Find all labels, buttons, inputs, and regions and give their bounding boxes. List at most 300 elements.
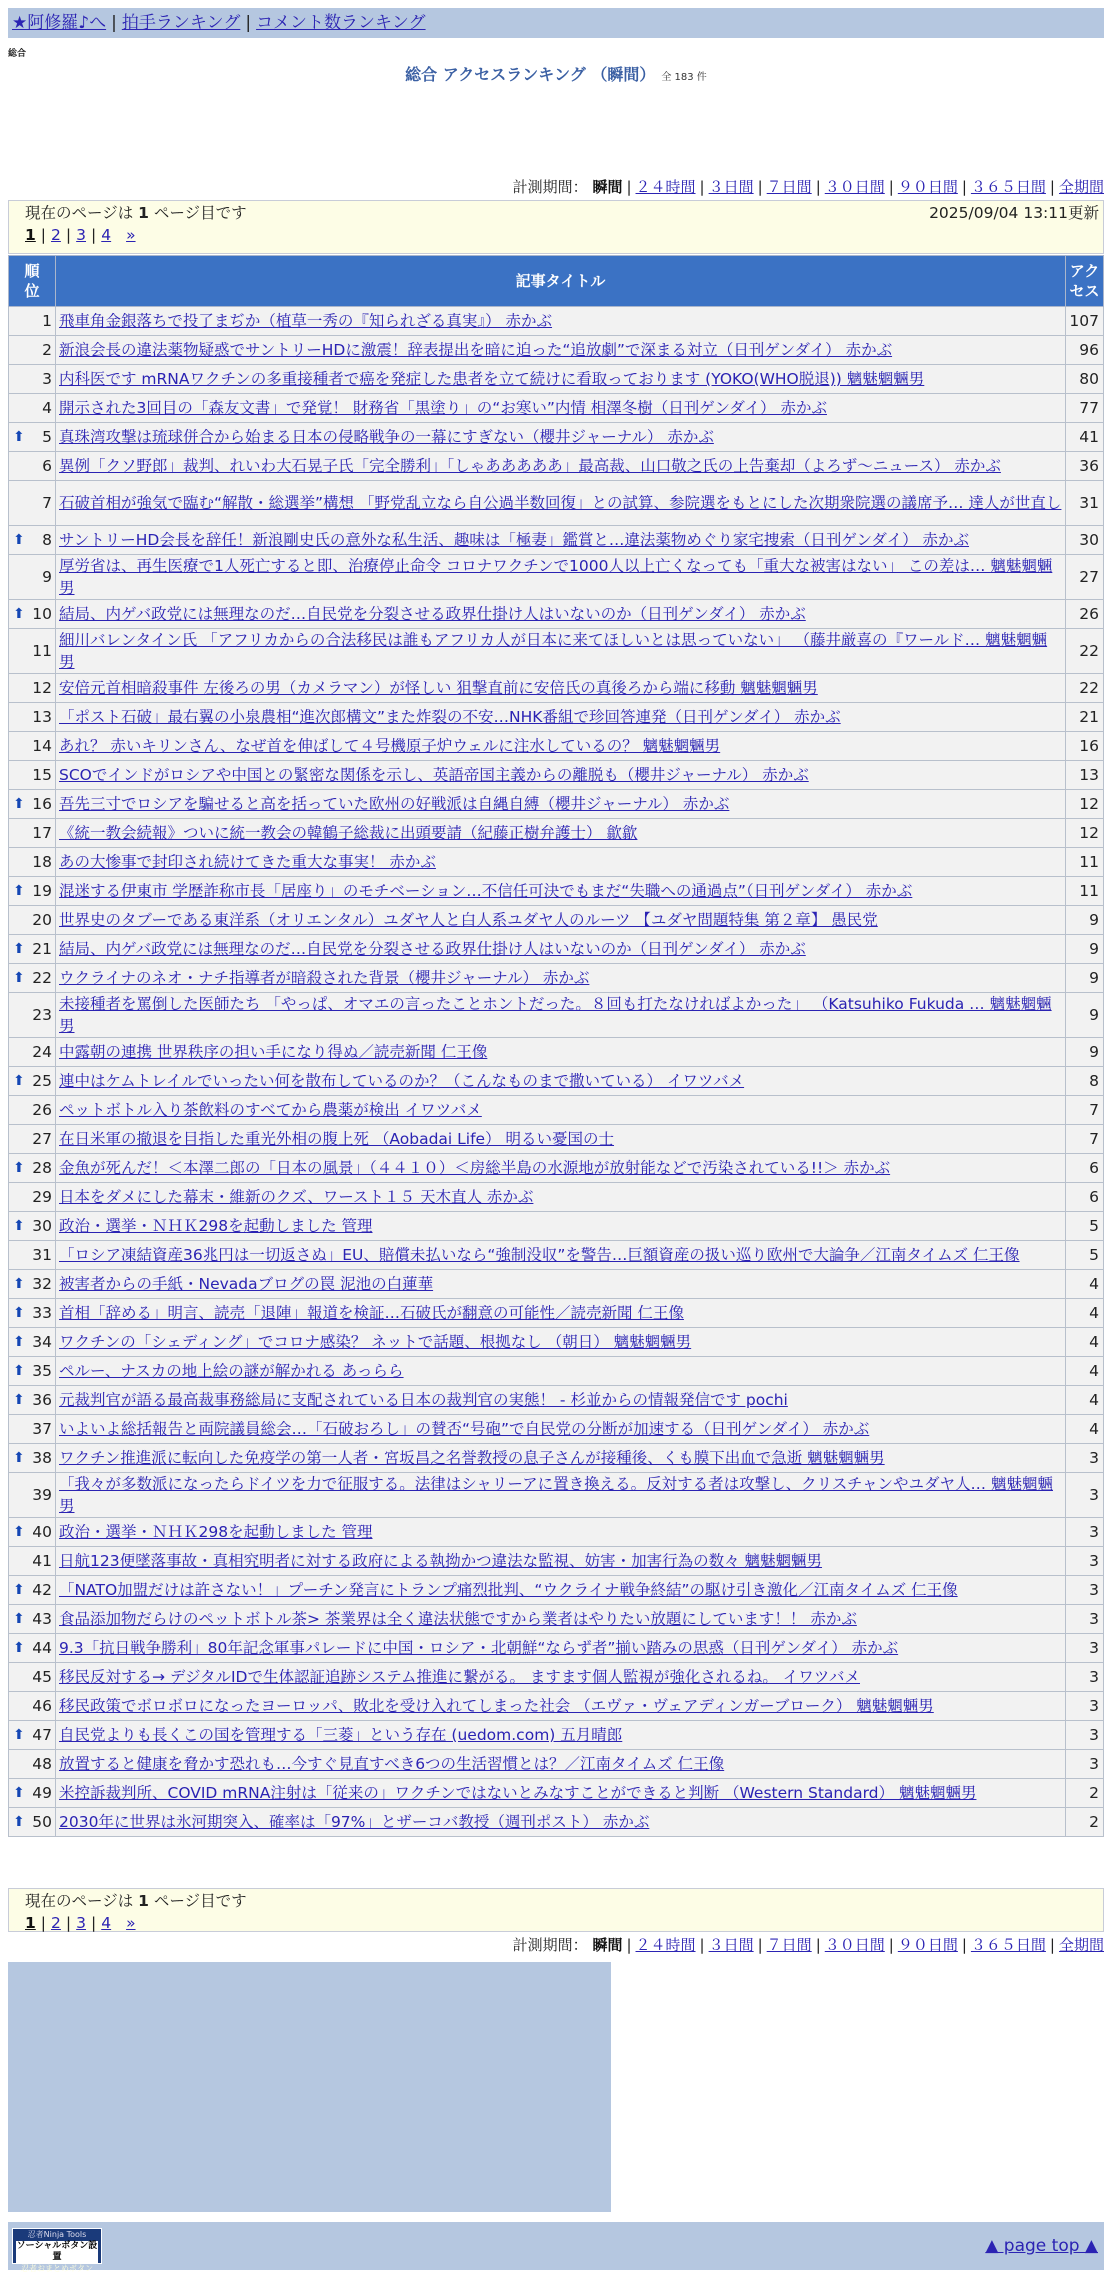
rank-number: 22 [32, 969, 52, 987]
rank-cell [9, 703, 56, 732]
table-row [9, 1299, 1104, 1328]
top-nav [8, 8, 1104, 38]
rank-number: 18 [32, 853, 52, 871]
page-link-3[interactable]: 3 [76, 1914, 87, 1932]
rank-cell [9, 1547, 56, 1576]
table-row [9, 935, 1104, 964]
rank-cell [9, 452, 56, 481]
title-cell [56, 1576, 1066, 1605]
rank-up-arrow-icon: ⬆ [13, 941, 25, 957]
rank-up-arrow-icon: ⬆ [13, 1305, 25, 1321]
title-cell [56, 1038, 1066, 1067]
current-page-number: 1 [138, 1892, 149, 1910]
page-link-2[interactable]: 2 [51, 1914, 61, 1932]
rank-number: 13 [32, 708, 52, 726]
nav-separator: | [245, 13, 252, 33]
rank-cell [9, 1125, 56, 1154]
access-count: 3 [1066, 1444, 1104, 1473]
access-count: 11 [1066, 877, 1104, 906]
current-page-text: 現在のページは 1 ページ目です [25, 204, 247, 222]
rank-number: 15 [32, 766, 52, 784]
table-header-row [9, 256, 1104, 307]
access-count: 3 [1066, 1750, 1104, 1779]
rank-cell [9, 790, 56, 819]
title-column-header: 記事タイトル [56, 256, 1066, 307]
page-title-row [0, 62, 1112, 85]
table-row [9, 1154, 1104, 1183]
table-row [9, 307, 1104, 336]
table-row [9, 1270, 1104, 1299]
article-title-link[interactable]: 結局、内ゲバ政党には無理なのだ…自民党を分裂させる政界仕掛け人はいないのか（日刊ゲンダイ） 赤かぶ [59, 605, 806, 623]
rank-number: 12 [32, 679, 52, 697]
period-90d[interactable]: ９０日間 [897, 1936, 958, 1954]
rank-number: 37 [32, 1420, 52, 1438]
article-title-link[interactable]: 被害者からの手紙・Nevadaブログの罠 泥池の白蓮華 [59, 1275, 434, 1293]
article-title-link[interactable]: 9.3「抗日戦争勝利」80年記念軍事パレードに中国・ロシア・北朝鮮“ならず者”揃い踏みの思惑（日刊ゲンダイ） 赤かぶ [59, 1639, 899, 1657]
rank-number: 4 [42, 399, 52, 417]
next-page-link[interactable]: » [126, 1914, 136, 1932]
rank-up-arrow-icon: ⬆ [13, 1363, 25, 1379]
title-cell [56, 336, 1066, 365]
title-cell [56, 819, 1066, 848]
rank-cell [9, 629, 56, 674]
access-count: 3 [1066, 1721, 1104, 1750]
page-link-1-current: 1 [25, 226, 36, 244]
table-row [9, 993, 1104, 1038]
ad-placeholder [8, 1962, 611, 2212]
table-row [9, 703, 1104, 732]
rank-number: 24 [32, 1043, 52, 1061]
table-row [9, 629, 1104, 674]
rank-number: 31 [32, 1246, 52, 1264]
access-count: 6 [1066, 1154, 1104, 1183]
rank-cell [9, 365, 56, 394]
rank-cell [9, 1357, 56, 1386]
rank-up-arrow-icon: ⬆ [13, 1582, 25, 1598]
article-title-link[interactable]: 中露朝の連携 世界秩序の担い手になり得ぬ／読売新聞 仁王像 [59, 1043, 488, 1061]
page-links: 1 | 2 | 3 | 4 » [25, 1914, 136, 1932]
rank-number: 20 [32, 911, 52, 929]
table-row [9, 877, 1104, 906]
rank-number: 32 [32, 1275, 52, 1293]
article-title-link[interactable]: 政治・選挙・ＮＨＫ298を起動しました 管理 [59, 1217, 373, 1235]
title-cell [56, 1299, 1066, 1328]
article-title-link[interactable]: 放置すると健康を脅かす恐れも…今すぐ見直すべき6つの生活習慣とは？／江南タイムズ 仁王像 [59, 1755, 725, 1773]
title-cell [56, 674, 1066, 703]
access-count: 31 [1066, 481, 1104, 526]
table-row [9, 1576, 1104, 1605]
rank-number: 34 [32, 1333, 52, 1351]
rank-cell [9, 964, 56, 993]
title-cell [56, 703, 1066, 732]
article-title-link[interactable]: 「ポスト石破」最右翼の小泉農相“進次郎構文”また炸裂の不安…NHK番組で珍回答連発（日刊ゲンダイ） 赤かぶ [59, 708, 841, 726]
article-title-link[interactable]: 細川バレンタイン氏 「アフリカからの合法移民は誰もアフリカ人が日本に来てほしいとは思っていない」 （藤井厳喜の『ワールド… 魑魅魍魎男 [59, 631, 1048, 671]
rank-number: 39 [32, 1486, 52, 1504]
article-title-link[interactable]: 移民反対する→ デジタルIDで生体認証追跡システム推進に繋がる。 ますます個人監視が強化されるね。 イワツバメ [59, 1668, 860, 1686]
title-cell [56, 555, 1066, 600]
rank-number: 1 [42, 312, 52, 330]
rank-cell [9, 1183, 56, 1212]
rank-number: 27 [32, 1130, 52, 1148]
rank-number: 36 [32, 1391, 52, 1409]
title-cell [56, 1154, 1066, 1183]
period-90d[interactable]: ９０日間 [897, 178, 958, 196]
period-selector-top: 計測期間： 瞬間 | ２４時間 | ３日間 | ７日間 | ３０日間 | ９０日間 | ３６５日間 | 全期間 [512, 178, 1104, 196]
page-link-4[interactable]: 4 [101, 226, 112, 244]
article-title-link[interactable]: ペットボトル入り茶飲料のすべてから農薬が検出 イワツバメ [59, 1101, 482, 1119]
title-cell [56, 1328, 1066, 1357]
article-title-link[interactable]: ワクチンの「シェディング」でコロナ感染？ ネットで話題、根拠なし （朝日） 魑魅魍魎男 [59, 1333, 692, 1351]
access-count: 21 [1066, 703, 1104, 732]
article-title-link[interactable]: 石破首相が強気で臨む“解散・総選挙”構想 「野党乱立なら自公過半数回復」との試算、参院選をもとにした次期衆院選の議席予… 達人が世直し [59, 494, 1062, 512]
title-cell [56, 365, 1066, 394]
rank-number: 14 [32, 737, 52, 755]
article-title-link[interactable]: 首相「辞める」明言、読売「退陣」報道を検証…石破氏が翻意の可能性／読売新聞 仁王像 [59, 1304, 684, 1322]
article-title-link[interactable]: サントリーHD会長を辞任！新浪剛史氏の意外な私生活、趣味は「極妻」鑑賞と…違法薬物めぐり家宅捜索（日刊ゲンダイ） 赤かぶ [59, 531, 970, 549]
access-count: 16 [1066, 732, 1104, 761]
title-cell [56, 1125, 1066, 1154]
rank-number: 41 [32, 1552, 52, 1570]
article-title-link[interactable]: 異例「クソ野郎」裁判、れいわ大石晃子氏「完全勝利」「しゃあああああ」最高裁、山口敬之氏の上告棄却（よろず〜ニュース） 赤かぶ [59, 457, 1001, 475]
article-title-link[interactable]: 《統一教会続報》ついに統一教会の韓鶴子総裁に出頭要請（紀藤正樹弁護士） 歙歙 [59, 824, 638, 842]
table-row [9, 1096, 1104, 1125]
rank-up-arrow-icon: ⬆ [13, 532, 25, 548]
access-count: 7 [1066, 1125, 1104, 1154]
period-3d[interactable]: ３日間 [708, 178, 754, 196]
rank-cell [9, 761, 56, 790]
access-count: 13 [1066, 761, 1104, 790]
page-top-link[interactable]: ▲ page top ▲ [985, 2236, 1098, 2256]
rank-cell [9, 555, 56, 600]
article-title-link[interactable]: 未接種者を罵倒した医師たち 「やっぱ、オマエの言ったことホントだった。８回も打たなければよかった」 （Katsuhiko Fukuda … 魑魅魍魎男 [59, 995, 1052, 1035]
title-cell [56, 629, 1066, 674]
rank-cell [9, 1096, 56, 1125]
title-cell [56, 1067, 1066, 1096]
rank-number: 17 [32, 824, 52, 842]
title-cell [56, 1750, 1066, 1779]
rank-cell [9, 877, 56, 906]
article-title-link[interactable]: 自民党よりも長くこの国を管理する「三菱」という存在 (uedom.com) 五月晴郎 [59, 1726, 623, 1744]
table-row [9, 1241, 1104, 1270]
table-row [9, 423, 1104, 452]
article-title-link[interactable]: 食品添加物だらけのペットボトル茶> 茶業界は全く違法状態ですから業者はやりたい放題にしています！！ 赤かぶ [59, 1610, 857, 1628]
rank-cell [9, 1212, 56, 1241]
rank-cell [9, 1518, 56, 1547]
table-row [9, 1473, 1104, 1518]
access-count: 3 [1066, 1634, 1104, 1663]
rank-cell [9, 1473, 56, 1518]
article-title-link[interactable]: 「我々が多数派になったらドイツを力で征服する。法律はシャリーアに置き換える。反対する者は攻撃し、クリスチャンやユダヤ人… 魑魅魍魎男 [59, 1475, 1053, 1515]
title-cell [56, 877, 1066, 906]
next-page-link[interactable]: » [126, 226, 136, 244]
table-row [9, 1415, 1104, 1444]
title-cell [56, 394, 1066, 423]
access-count: 9 [1066, 906, 1104, 935]
table-row [9, 790, 1104, 819]
rank-number: 43 [32, 1610, 52, 1628]
rank-number: 11 [32, 642, 52, 660]
access-count: 12 [1066, 819, 1104, 848]
category-label: 総合 [8, 49, 27, 59]
table-row [9, 761, 1104, 790]
article-title-link[interactable]: ウクライナのネオ・ナチ指導者が暗殺された背景（櫻井ジャーナル） 赤かぶ [59, 969, 590, 987]
current-page-number: 1 [138, 204, 149, 222]
period-24h[interactable]: ２４時間 [635, 178, 696, 196]
article-title-link[interactable]: 政治・選挙・ＮＨＫ298を起動しました 管理 [59, 1523, 373, 1541]
table-row [9, 481, 1104, 526]
article-title-link[interactable]: 安倍元首相暗殺事件 左後ろの男（カメラマン）が怪しい 狙撃直前に安倍氏の真後ろから端に移動 魑魅魍魎男 [59, 679, 818, 697]
access-count: 3 [1066, 1692, 1104, 1721]
table-row [9, 1125, 1104, 1154]
article-title-link[interactable]: 金魚が死んだ！＜本澤二郎の「日本の風景」（４４１０）＜房総半島の水源地が放射能などで汚染されている!!＞ 赤かぶ [59, 1159, 891, 1177]
title-cell [56, 481, 1066, 526]
rank-up-arrow-icon: ⬆ [13, 1450, 25, 1466]
applause-ranking-link[interactable]: 拍手ランキング [121, 13, 241, 33]
table-row [9, 1357, 1104, 1386]
article-title-link[interactable]: 「ロシア凍結資産36兆円は一切返さぬ」EU、賠償未払いなら“強制没収”を警告…巨額資産の扱い巡り欧州で大論争／江南タイムズ 仁王像 [59, 1246, 1020, 1264]
article-title-link[interactable]: ペルー、ナスカの地上絵の謎が解かれる あっらら [59, 1362, 404, 1380]
title-cell [56, 1241, 1066, 1270]
rank-number: 47 [32, 1726, 52, 1744]
ninja-tools-badge[interactable]: 忍者Ninja Tools ソーシャルボタン設置 忍者おまとめボタン [12, 2228, 102, 2264]
title-cell [56, 790, 1066, 819]
rank-up-arrow-icon: ⬆ [13, 796, 25, 812]
rank-cell [9, 336, 56, 365]
article-title-link[interactable]: 結局、内ゲバ政党には無理なのだ…自民党を分裂させる政界仕掛け人はいないのか（日刊ゲンダイ） 赤かぶ [59, 940, 806, 958]
rank-cell [9, 526, 56, 555]
rank-cell [9, 1154, 56, 1183]
rank-number: 25 [32, 1072, 52, 1090]
rank-number: 2 [42, 341, 52, 359]
rank-cell [9, 423, 56, 452]
access-count: 9 [1066, 1038, 1104, 1067]
rank-cell [9, 848, 56, 877]
rank-cell [9, 600, 56, 629]
rank-number: 10 [32, 605, 52, 623]
page-link-4[interactable]: 4 [101, 1914, 112, 1932]
access-count: 8 [1066, 1067, 1104, 1096]
table-row [9, 1212, 1104, 1241]
rank-number: 35 [32, 1362, 52, 1380]
rank-number: 38 [32, 1449, 52, 1467]
article-title-link[interactable]: 元裁判官が語る最高裁事務総局に支配されている日本の裁判官の実態！ - 杉並からの情報発信です pochi [59, 1391, 788, 1409]
ranking-rows [9, 307, 1104, 1837]
table-row [9, 1183, 1104, 1212]
title-cell [56, 526, 1066, 555]
access-count: 4 [1066, 1328, 1104, 1357]
access-count: 3 [1066, 1518, 1104, 1547]
period-all[interactable]: 全期間 [1058, 178, 1104, 196]
access-count: 5 [1066, 1241, 1104, 1270]
table-row [9, 1444, 1104, 1473]
access-count: 5 [1066, 1212, 1104, 1241]
nav-separator: | [111, 13, 117, 33]
rank-up-arrow-icon: ⬆ [13, 1814, 25, 1830]
article-title-link[interactable]: 吾先三寸でロシアを騙せると高を括っていた欧州の好戦派は自縄自縛（櫻井ジャーナル） 赤かぶ [59, 795, 730, 813]
page-link-3[interactable]: 3 [76, 226, 87, 244]
period-label: 計測期間： [512, 1936, 588, 1954]
title-cell [56, 1692, 1066, 1721]
rank-cell [9, 1270, 56, 1299]
article-title-link[interactable]: 内科医です mRNAワクチンの多重接種者で癌を発症した患者を立て続けに看取っております (YOKO(WHO脱退)) 魑魅魍魎男 [59, 370, 925, 388]
home-link[interactable]: ★阿修羅♪へ [12, 13, 107, 33]
article-title-link[interactable]: あの大惨事で封印され続けてきた重大な事実！ 赤かぶ [59, 853, 436, 871]
page-links: 1 | 2 | 3 | 4 » [25, 226, 136, 244]
access-count: 4 [1066, 1386, 1104, 1415]
table-row [9, 1605, 1104, 1634]
period-all[interactable]: 全期間 [1058, 1936, 1104, 1954]
article-title-link[interactable]: 「NATO加盟だけは許さない！」プーチン発言にトランプ痛烈批判、“ウクライナ戦争終結”の駆け引き激化／江南タイムズ 仁王像 [59, 1581, 958, 1599]
access-count: 2 [1066, 1779, 1104, 1808]
article-title-link[interactable]: 混迷する伊東市 学歴詐称市長「居座り」のモチベーション…不信任可決でもまだ“失職への通過点”（日刊ゲンダイ） 赤かぶ [59, 882, 913, 900]
period-label: 計測期間： [512, 178, 588, 196]
rank-up-arrow-icon: ⬆ [13, 883, 25, 899]
article-title-link[interactable]: SCOでインドがロシアや中国との緊密な関係を示し、英語帝国主義からの離脱も（櫻井ジャーナル） 赤かぶ [59, 766, 809, 784]
access-count: 3 [1066, 1473, 1104, 1518]
article-title-link[interactable]: 飛車角金銀落ちで投了まぢか（植草一秀の『知られざる真実』） 赤かぶ [59, 312, 553, 330]
access-count: 22 [1066, 674, 1104, 703]
current-page-text: 現在のページは 1 ページ目です [25, 1892, 247, 1910]
rank-number: 21 [32, 940, 52, 958]
access-count: 4 [1066, 1415, 1104, 1444]
table-row [9, 1634, 1104, 1663]
table-row [9, 555, 1104, 600]
title-cell [56, 1518, 1066, 1547]
rank-number: 48 [32, 1755, 52, 1773]
table-row [9, 906, 1104, 935]
article-title-link[interactable]: あれ？ 赤いキリンさん、なぜ首を伸ばして４号機原子炉ウェルに注水しているの？ 魑魅魍魎男 [59, 737, 721, 755]
rank-up-arrow-icon: ⬆ [13, 1524, 25, 1540]
table-row [9, 394, 1104, 423]
title-cell [56, 1096, 1066, 1125]
rank-cell [9, 1576, 56, 1605]
period-current: 瞬間 [592, 178, 623, 196]
rank-cell [9, 1663, 56, 1692]
rank-cell [9, 935, 56, 964]
page-link-1-current: 1 [25, 1914, 36, 1932]
rank-up-arrow-icon: ⬆ [13, 606, 25, 622]
rank-up-arrow-icon: ⬆ [13, 1785, 25, 1801]
rank-number: 3 [42, 370, 52, 388]
comment-ranking-link[interactable]: コメント数ランキング [256, 13, 426, 33]
rank-up-arrow-icon: ⬆ [13, 1392, 25, 1408]
article-title-link[interactable]: 厚労省は、再生医療で1人死亡すると即、治療停止命令 コロナワクチンで1000人以上亡くなっても「重大な被害はない」 この差は… 魑魅魍魎男 [59, 557, 1053, 597]
period-365d[interactable]: ３６５日間 [970, 1936, 1046, 1954]
rank-cell [9, 1328, 56, 1357]
table-row [9, 848, 1104, 877]
table-row [9, 1067, 1104, 1096]
total-count: 全 183 件 [661, 72, 707, 83]
article-title-link[interactable]: 日航123便墜落事故・真相究明者に対する政府による執拗かつ違法な監視、妨害・加害行為の数々 魑魅魍魎男 [59, 1552, 823, 1570]
table-row [9, 365, 1104, 394]
rank-cell [9, 1299, 56, 1328]
access-count: 6 [1066, 1183, 1104, 1212]
table-row [9, 600, 1104, 629]
rank-up-arrow-icon: ⬆ [13, 970, 25, 986]
rank-cell [9, 1038, 56, 1067]
period-30d[interactable]: ３０日間 [824, 178, 885, 196]
access-count: 22 [1066, 629, 1104, 674]
page-title: 総合 アクセスランキング （瞬間） [405, 65, 656, 84]
access-count: 9 [1066, 935, 1104, 964]
pagination-top [8, 200, 1104, 254]
article-title-link[interactable]: 連中はケムトレイルでいったい何を散布しているのか？（こんなものまで撒いている） イワツバメ [59, 1072, 745, 1090]
period-current: 瞬間 [592, 1936, 623, 1954]
access-count: 9 [1066, 993, 1104, 1038]
rank-number: 8 [42, 531, 52, 549]
access-count: 107 [1066, 307, 1104, 336]
access-count: 41 [1066, 423, 1104, 452]
title-cell [56, 848, 1066, 877]
title-cell [56, 732, 1066, 761]
period-24h[interactable]: ２４時間 [635, 1936, 696, 1954]
rank-up-arrow-icon: ⬆ [13, 1334, 25, 1350]
period-365d[interactable]: ３６５日間 [970, 178, 1046, 196]
rank-cell [9, 993, 56, 1038]
article-title-link[interactable]: 真珠湾攻撃は琉球併合から始まる日本の侵略戦争の一幕にすぎない（櫻井ジャーナル） 赤かぶ [59, 428, 714, 446]
article-title-link[interactable]: 在日米軍の撤退を目指した重光外相の腹上死 （Aobadai Life） 明るい憂国の士 [59, 1130, 615, 1148]
period-3d[interactable]: ３日間 [708, 1936, 754, 1954]
article-title-link[interactable]: 移民政策でボロボロになったヨーロッパ、敗北を受け入れてしまった社会 （エヴァ・ヴェアディンガーブローク） 魑魅魍魎男 [59, 1697, 934, 1715]
rank-cell [9, 1386, 56, 1415]
rank-up-arrow-icon: ⬆ [13, 1218, 25, 1234]
title-cell [56, 993, 1066, 1038]
period-selector-bottom: 計測期間： 瞬間 | ２４時間 | ３日間 | ７日間 | ３０日間 | ９０日間 | ３６５日間 | 全期間 [512, 1936, 1104, 1954]
rank-number: 26 [32, 1101, 52, 1119]
rank-cell [9, 1415, 56, 1444]
rank-cell [9, 1750, 56, 1779]
page-link-2[interactable]: 2 [51, 226, 61, 244]
rank-cell [9, 1692, 56, 1721]
rank-number: 9 [42, 568, 52, 586]
period-30d[interactable]: ３０日間 [824, 1936, 885, 1954]
rank-cell [9, 1241, 56, 1270]
title-cell [56, 452, 1066, 481]
rank-number: 50 [32, 1813, 52, 1831]
article-title-link[interactable]: 2030年に世界は氷河期突入、確率は「97%」とザーコバ教授（週刊ポスト） 赤かぶ [59, 1813, 650, 1831]
rank-cell [9, 1634, 56, 1663]
rank-number: 23 [32, 1006, 52, 1024]
article-title-link[interactable]: ワクチン推進派に転向した免疫学の第一人者・宮坂昌之名誉教授の息子さんが接種後、くも膜下出血で急逝 魑魅魍魎男 [59, 1449, 885, 1467]
rank-up-arrow-icon: ⬆ [13, 1276, 25, 1292]
table-row [9, 1547, 1104, 1576]
table-row [9, 1038, 1104, 1067]
access-count: 30 [1066, 526, 1104, 555]
article-title-link[interactable]: 新浪会長の違法薬物疑惑でサントリーHDに激震！辞表提出を暗に迫った“追放劇”で深まる対立（日刊ゲンダイ） 赤かぶ [59, 341, 893, 359]
table-row [9, 1779, 1104, 1808]
article-title-link[interactable]: いよいよ総括報告と両院議員総会…「石破おろし」の賛否“号砲”で自民党の分断が加速する（日刊ゲンダイ） 赤かぶ [59, 1420, 870, 1438]
title-cell [56, 1634, 1066, 1663]
title-cell [56, 1444, 1066, 1473]
period-7d[interactable]: ７日間 [766, 1936, 812, 1954]
table-row [9, 964, 1104, 993]
updated-time: 2025/09/04 13:11更新 [929, 204, 1099, 222]
access-count: 9 [1066, 964, 1104, 993]
rank-number: 6 [42, 457, 52, 475]
article-title-link[interactable]: 米控訴裁判所、COVID mRNA注射は「従来の」ワクチンではないとみなすことができると判断 （Western Standard） 魑魅魍魎男 [59, 1784, 977, 1802]
title-cell [56, 1357, 1066, 1386]
article-title-link[interactable]: 世界史のタブーである東洋系（オリエンタル）ユダヤ人と白人系ユダヤ人のルーツ 【ユダヤ問題特集 第２章】 愚民党 [59, 911, 878, 929]
rank-number: 19 [32, 882, 52, 900]
access-count: 3 [1066, 1605, 1104, 1634]
access-count: 36 [1066, 452, 1104, 481]
access-count: 26 [1066, 600, 1104, 629]
rank-up-arrow-icon: ⬆ [13, 1611, 25, 1627]
period-7d[interactable]: ７日間 [766, 178, 812, 196]
article-title-link[interactable]: 開示された3回目の「森友文書」で発覚！ 財務省「黒塗り」の“お寒い”内情 相澤冬樹（日刊ゲンダイ） 赤かぶ [59, 399, 827, 417]
article-title-link[interactable]: 日本をダメにした幕末・維新のクズ、ワースト１５ 天木直人 赤かぶ [59, 1188, 534, 1206]
rank-cell [9, 674, 56, 703]
